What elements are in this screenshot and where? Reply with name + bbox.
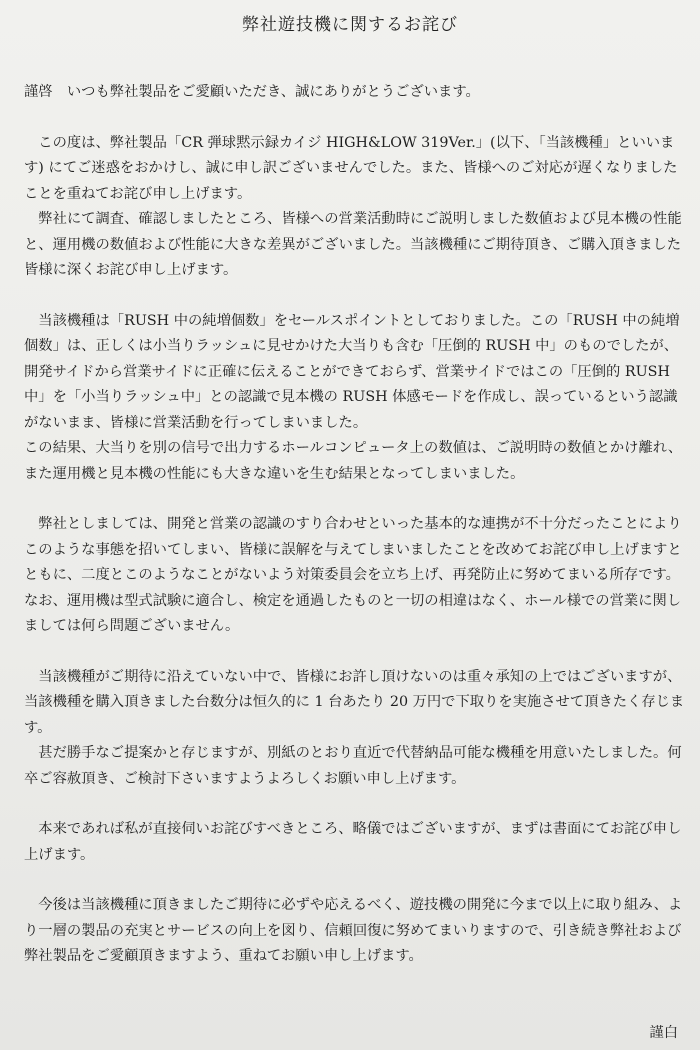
paragraph-4: この結果、大当りを別の信号で出力するホールコンピュータ上の数値は、ご説明時の数値とかけ離れ、また運用機と見本機の性能にも大きな違いを生む結果となってしまいました。	[24, 440, 683, 482]
greeting-line: 謹啓 いつも弊社製品をご愛顧いただき、誠にありがとうございます。	[24, 84, 480, 100]
paragraph-7: 甚だ勝手なご提案かと存じますが、別紙のとおり直近で代替納品可能な機種を用意いたしました。何卒ご容赦頂き、ご検討下さいますようよろしくお願い申し上げます。	[24, 745, 682, 787]
paragraph-5: 弊社としましては、開発と営業の認識のすり合わせといった基本的な連携が不十分だったことによりこのような事態を招いてしまい、皆様に誤解を与えてしまいましたことを改めてお詫び申し上げますとともに、二度とこのようなことがないよう対策委員会を立ち上げ、再発防止に努めてまいる所存です。なお、運用機は型式試験に適合し、検定を通過したものと一切の相違はなく、ホール様での営業に関しましては何ら問題ございません。	[24, 516, 682, 634]
paragraph-spacer	[24, 792, 688, 817]
paragraph-2: 弊社にて調査、確認しましたところ、皆様への営業活動時にご説明しました数値および見本機の性能と、運用機の数値および性能に大きな差異がございました。当該機種にご期待頂き、ご購入頂きました皆様に深くお詫び申し上げます。	[24, 211, 682, 278]
paragraph-spacer	[24, 868, 688, 893]
paragraph-8: 本来であれば私が直接伺いお詫びすべきところ、略儀ではございますが、まずは書面にてお詫び申し上げます。	[24, 821, 682, 863]
document-title: 弊社遊技機に関するお詫び	[242, 15, 458, 35]
paragraph-1: この度は、弊社製品「CR 弾球黙示録カイジ HIGH&LOW 319Ver.」(以下、「当該機種」といいます) にてご迷惑をおかけし、誠に申し訳ございませんでした。また、皆様へのご対応が遅くなりましたことを重ねてお詫び申し上げます。	[24, 134, 678, 202]
paragraph-spacer	[24, 487, 688, 512]
paragraph-spacer	[24, 106, 688, 131]
paragraph-spacer	[24, 284, 688, 309]
paragraph-3: 当該機種は「RUSH 中の純増個数」をセールスポイントとしておりました。この「RUSH 中の純増個数」は、正しくは小当りラッシュに見せかけた大当りも含む「圧倒的 RUSH 中」のものでしたが、開発サイドから営業サイドに正確に伝えることができておらず、営業サイドではこの「圧倒的 RUSH 中」を「小当りラッシュ中」との認識で見本機の RUSH 体感モードを作成し、誤っているという認識がないまま、皆様に営業活動を行ってしまいました。	[24, 312, 680, 431]
closing-signoff: 謹白	[649, 1025, 678, 1041]
paragraph-6: 当該機種がご期待に沿えていない中で、皆様にお許し頂けないのは重々承知の上ではございますが、当該機種を購入頂きました台数分は恒久的に 1 台あたり 20 万円で下取りを実施させて頂きたく存じます。	[24, 668, 685, 736]
document-body	[24, 80, 688, 970]
paragraph-spacer	[24, 640, 688, 665]
paragraph-9: 今後は当該機種に頂きましたご期待に必ずや応えるべく、遊技機の開発に今まで以上に取り組み、より一層の製品の充実とサービスの向上を図り、信頼回復に努めてまいりますので、引き続き弊社および弊社製品をご愛顧頂きますよう、重ねてお願い申し上げます。	[24, 897, 683, 964]
